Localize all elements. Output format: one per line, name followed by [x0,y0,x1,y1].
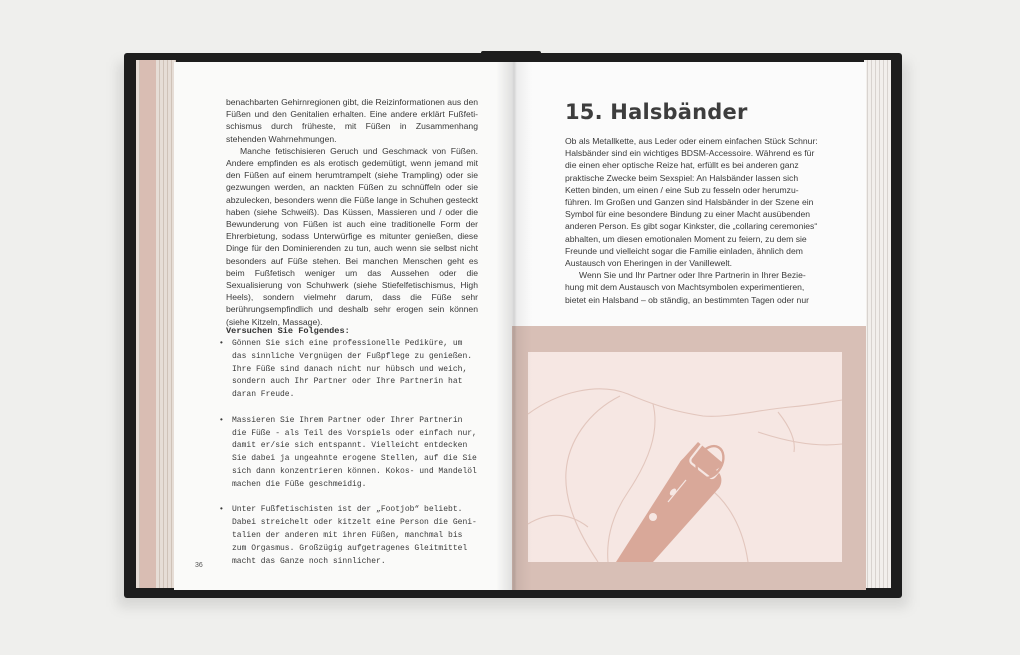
bullet-icon: • [219,415,224,425]
page-number: 36 [195,562,203,569]
right-page-body [565,135,818,306]
right-page-edges [864,60,891,588]
right-paragraph-1: Ob als Metallkette, aus Leder oder einem einfachen Stück Schnur: Halsbänder sind ein wichtiges BDSM-Accessoire. Während es für die einen eher optische Reize hat, erfüllt es bei anderen ganz praktische Zwecke beim Sexspiel: An Halsbänder lassen sich Ketten binden, um einen / eine Sub zu fesseln oder herumzu-führen. Im Großen und Ganzen sind Halsbänder in der Szene ein Symbol für eine besondere Bindung zu einer Macht ausübenden anderen Person. Es gibt sogar Kinkster, die „collaring ceremonies“ abhalten, um diesen emotionalen Moment zu feiern, zu dem sie Freunde und vielleicht sogar die Familie einladen, ähnlich dem Austausch von Eheringen in der Vanillewelt. [565,136,818,269]
collar-illustration [528,352,842,562]
chapter-title: 15. Halsbänder [565,100,748,124]
bullet-icon: • [219,505,224,515]
list-item [219,504,481,568]
tips-list [219,338,481,581]
collar-strap [616,434,733,562]
right-paragraph-2: Wenn Sie und Ihr Partner oder Ihre Partnerin in Ihrer Bezie-hung mit dem Austausch von Machtsymbolen experimentieren, bietet ein Halsband – ob ständig, an bestimmten Tagen oder nur [565,270,809,305]
list-item-text: Unter Fußfetischisten ist der „Footjob“ beliebt. Dabei streichelt oder kitzelt eine Person die Geni-talien der anderen mit ihren Füßen, manchmal bis zum Orgasmus. Großzügig aufgetragenes Gleitmittel macht das Ganze noch sinnlicher. [232,505,477,566]
try-this-heading: Versuchen Sie Folgendes: [226,326,350,336]
left-edge-tint [140,60,156,588]
bullet-icon: • [219,339,224,348]
left-paragraph-2: Manche fetischisieren Geruch und Geschmack von Füßen. Andere empfinden es als erotisch gedemütigt, wenn jemand mit den Füßen auf einem herumtrampelt (siehe Trampling) oder sie gezwungen werden, an nackten Füßen zu schnüffeln oder sie abzulecken, besonders wenn die Füße lange in Schuhen gesteckt haben (siehe Schweiß). Das Küssen, Massieren und / oder die Bewunderung von Füßen ist auch eine traditionelle Form der Ehrerbietung, sodass Unterwürfige es mitunter genießen, diese Dinge für den Dominierenden zu tun, auch wenn sie selbst nicht besonders auf Füße stehen. Bei manchen Menschen geht es beim Fußfetisch weniger um das Aussehen oder die Sexualisierung von Schuhwerk (siehe Stiefelfetischismus, High Heels), sondern vielmehr darum, dass die Füße sehr berührungsempfindlich und deshalb sehr erogen sein können (siehe Kitzeln, Massage). [226,145,478,327]
left-page-body [226,96,478,328]
list-item [219,415,481,492]
list-item-text: Gönnen Sie sich eine professionelle Pediküre, um das sinnliche Vergnügen der Fußpflege zu genießen. Ihre Füße sind danach nicht nur hübsch und weich, sondern auch Ihr Partner oder Ihre Partnerin hat daran Freude. [232,339,473,400]
list-item-text: Massieren Sie Ihrem Partner oder Ihrer Partnerin die Füße - als Teil des Vorspiels oder einfach nur, damit er/sie sich entspannt. Vielleicht entdecken Sie dabei ja ungeahnte erogene Stellen, auf die Sie sich dann konzentrieren können. Kokos- und Mandelöl machen die Füße geschmeidig. [232,415,477,489]
collar-drawing-icon [528,352,842,562]
left-paragraph-1: benachbarten Gehirnregionen gibt, die Reizinformationen aus den Füßen und den Genitalien erhalten. Eine andere erklärt Fußfeti-schismus durch früheste, mit Füßen in Zusammenhang stehenden Wahrnehmungen. [226,97,478,144]
list-item [219,338,481,402]
left-page-edges [136,60,176,588]
